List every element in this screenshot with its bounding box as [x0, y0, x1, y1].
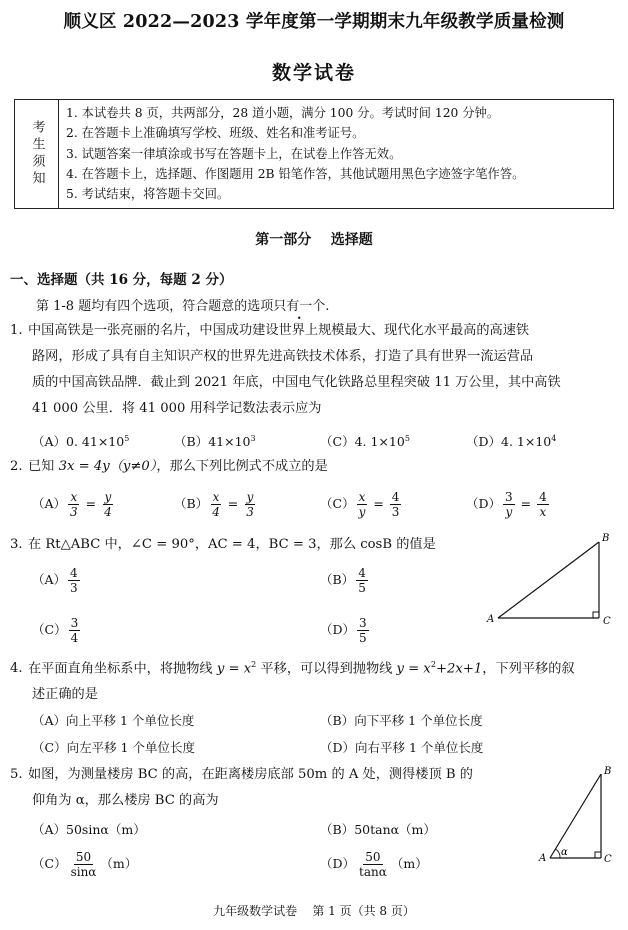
option-d[interactable]: （D） $\frac{3}{5}$: [320, 616, 367, 645]
exam-subtitle: 数学试卷: [271, 62, 356, 84]
option-c[interactable]: （C） $\frac{50}{\sin\alpha}$ （m）: [32, 850, 138, 879]
option-d[interactable]: （D） $\frac{50}{\tan\alpha}$ （m）: [320, 850, 428, 879]
notice-item: 4. 在答题卡上，选择题、作图题用 2B 铅笔作答，其他试题用黑色字迹签字笔作答。: [66, 166, 525, 181]
vertex-b-label: B: [602, 533, 610, 544]
vertex-a-label: A: [487, 614, 495, 625]
vertex-a-label: A: [539, 853, 547, 864]
notice-box: [14, 99, 614, 209]
question-4: 4. 在平面直角坐标系中，将抛物线 $y = x^2$ 平移，可以得到抛物线 $y = x^2+2x+1$，下列平移的叙 述正确的是: [10, 660, 575, 703]
page-footer: 九年级数学试卷 第 1 页（共 8 页）: [213, 904, 415, 918]
vertex-c-label: C: [603, 616, 611, 627]
notice-item: 1. 本试卷共 8 页，共两部分，28 道小题，满分 100 分。考试时间 120 分钟。: [66, 106, 500, 120]
option-c[interactable]: （C）4. $1\times 10^5$: [320, 433, 410, 449]
vertex-c-label: C: [604, 854, 612, 865]
option-b[interactable]: $(B)41\times 10^3$: [174, 433, 256, 449]
option-c[interactable]: （C）向左平移 1 个单位长度: [32, 740, 195, 755]
option-c[interactable]: （C） $\frac{3}{4}$: [32, 616, 79, 645]
option-d[interactable]: （D） $\frac{3}{y}$ = $\frac{4}{x}$: [466, 490, 547, 519]
option-b[interactable]: （B） $\frac{4}{5}$: [320, 566, 366, 595]
section-intro: 第 1-8 题均有四个选项，符合题意的选项只有一个.: [36, 299, 330, 314]
option-a[interactable]: （A） $\frac{4}{3}$: [32, 566, 78, 595]
option-d[interactable]: （D）向右平移 1 个单位长度: [320, 740, 484, 755]
question-1: 1. 中国高铁是一张亮丽的名片，中国成功建设世界上规模最大、现代化水平最高的高速铁 路网，形成了具有自主知识产权的世界先进高铁技术体系，打造了具有世界一流运营品 质的中国高铁品牌．截止到 2021 年底，中国电气化铁路总里程突破 11 万公里，其中高铁 41 000 公里．将 41 000 用科学记数法表示应为: [10, 323, 561, 416]
section-heading: 一、选择题（共 16 分，每题 2 分）: [10, 272, 233, 288]
triangle-figure-q3: [482, 532, 622, 632]
question-5: 5. 如图，为测量楼房 BC 的高，在距离楼房底部 50m 的 A 处，测得楼顶 B 的 仰角为 α，那么楼房 BC 的高为: [10, 767, 473, 808]
exam-title: 顺义区 2022—2023 学年度第一学期期末九年级教学质量检测: [63, 12, 565, 32]
building-figure-q5: [532, 762, 622, 872]
emphasis-text: 只有一个: [273, 299, 326, 314]
question-3: 3. 在 Rt△ABC 中，∠C = 90°，AC = 4，BC = 3，那么 cosB 的值是: [10, 537, 436, 552]
part-title: 第一部分 选择题: [255, 232, 373, 248]
notice-item: 3. 试题答案一律填涂或书写在答题卡上，在试卷上作答无效。: [66, 146, 402, 161]
question-2: 2. 已知 3x = 4y（y≠0），那么下列比例式不成立的是: [10, 459, 328, 474]
option-c[interactable]: （C） $\frac{x}{y}$ = $\frac{4}{3}$: [320, 490, 400, 519]
notice-items: [66, 103, 524, 204]
option-d[interactable]: （D）4. $1\times 10^4$: [466, 433, 557, 449]
notice-item: 5. 考试结束，将答题卡交回。: [66, 187, 230, 202]
option-a[interactable]: （A）0. $41\times 10^5$: [32, 433, 130, 449]
angle-alpha-label: α: [561, 847, 568, 858]
notice-item: 2. 在答题卡上准确填写学校、班级、姓名和准考证号。: [66, 126, 365, 141]
option-a[interactable]: （A） $\frac{x}{3}$ = $\frac{y}{4}$: [32, 490, 112, 519]
vertex-b-label: B: [604, 766, 612, 777]
option-a[interactable]: （A）50sinα（m）: [32, 822, 146, 837]
option-b[interactable]: （B） $\frac{x}{4}$ = $\frac{y}{3}$: [174, 490, 254, 519]
option-a[interactable]: （A）向上平移 1 个单位长度: [32, 713, 195, 728]
option-b[interactable]: （B）向下平移 1 个单位长度: [320, 713, 483, 728]
option-b[interactable]: （B）50tanα（m）: [320, 822, 436, 837]
notice-label: 考生须知: [15, 100, 59, 208]
